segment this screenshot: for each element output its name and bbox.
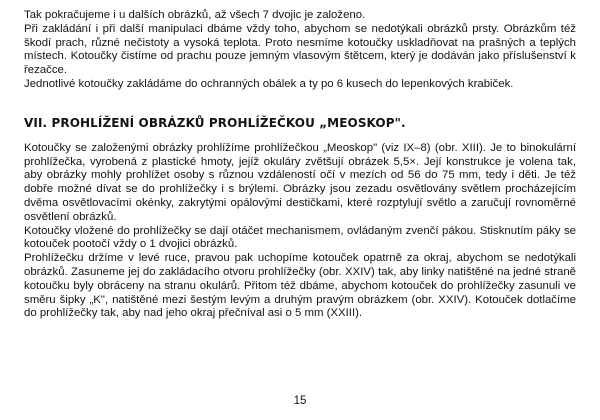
paragraph-rotation-mechanism: Kotoučky vložené do prohlížečky se dají otáčet mechanismem, ovládaným zvenčí pákou. Stisknutím páky se kotouček pootočí vždy o 1 dvojici obrázků. [24,224,576,251]
section-heading: VII. PROHLÍŽENÍ OBRÁZKŮ PROHLÍŽEČKOU „MEOSKOP". [24,115,406,130]
page-number: 15 [293,395,307,407]
paragraph-intro: Tak pokračujeme i u dalších obrázků, až všech 7 dvojic je založeno. Při zakládání i při další manipulaci dbáme vždy toho, abychom se nedotýkali obrázků prsty. Obrázkům též škodí prach, různé nečistoty a vysoká teplota. Proto nesmíme kotoučky uskladňovat na prašných a teplých místech. Kotoučky čistíme od prachu pouze jemným vlasovým štětcem, který je dodáván jako příslušenství k řezačce. Jednotlivé kotoučky zakládáme do ochranných obálek a ty po 6 kusech do lepenkových krabiček. [24,9,576,90]
paragraph-meoskop-description: Kotoučky se založenými obrázky prohlížíme prohlížečkou „Meoskop" (viz IX–8) (obr. XIII). Je to binokulární prohlížečka, vyrobená z plastické hmoty, jejíž okuláry zvětšují obrázek 5,5×. Její konstrukce je volena tak, aby obrázky mohly prohlížet osoby s různou vzdáleností očí v mezích od 56 do 75 mm, tedy i děti. Je též dobře možné dívat se do prohlížečky i s brýlemi. Obrázky jsou zezadu osvětlovány světlem procházejícím dvěma osvětlovacími okénky, zakrytými opálovými destičkami, které rozptylují světlo a zaručují rovnoměrné osvětlení obrázků. [24,141,576,223]
paragraph-usage-instructions: Prohlížečku držíme v levé ruce, pravou pak uchopíme kotouček opatrně za okraj, abychom se nedotýkali obrázků. Zasuneme jej do zakládacího otvoru prohlížečky (obr. XXIV) tak, aby linky natištěné na jedné straně kotoučku byly obráceny na stranu okulárů. Přitom též dbáme, abychom kotouček do prohlížečky zasunuli ve směru šipky „K", natištěné mezi šestým levým a druhým pravým obrázkem (obr. XXIV). Kotouček dotlačíme do prohlížečky tak, aby nad jeho okraj přečníval asi o 5 mm (XXIII). [24,252,576,320]
document-page [24,9,576,321]
